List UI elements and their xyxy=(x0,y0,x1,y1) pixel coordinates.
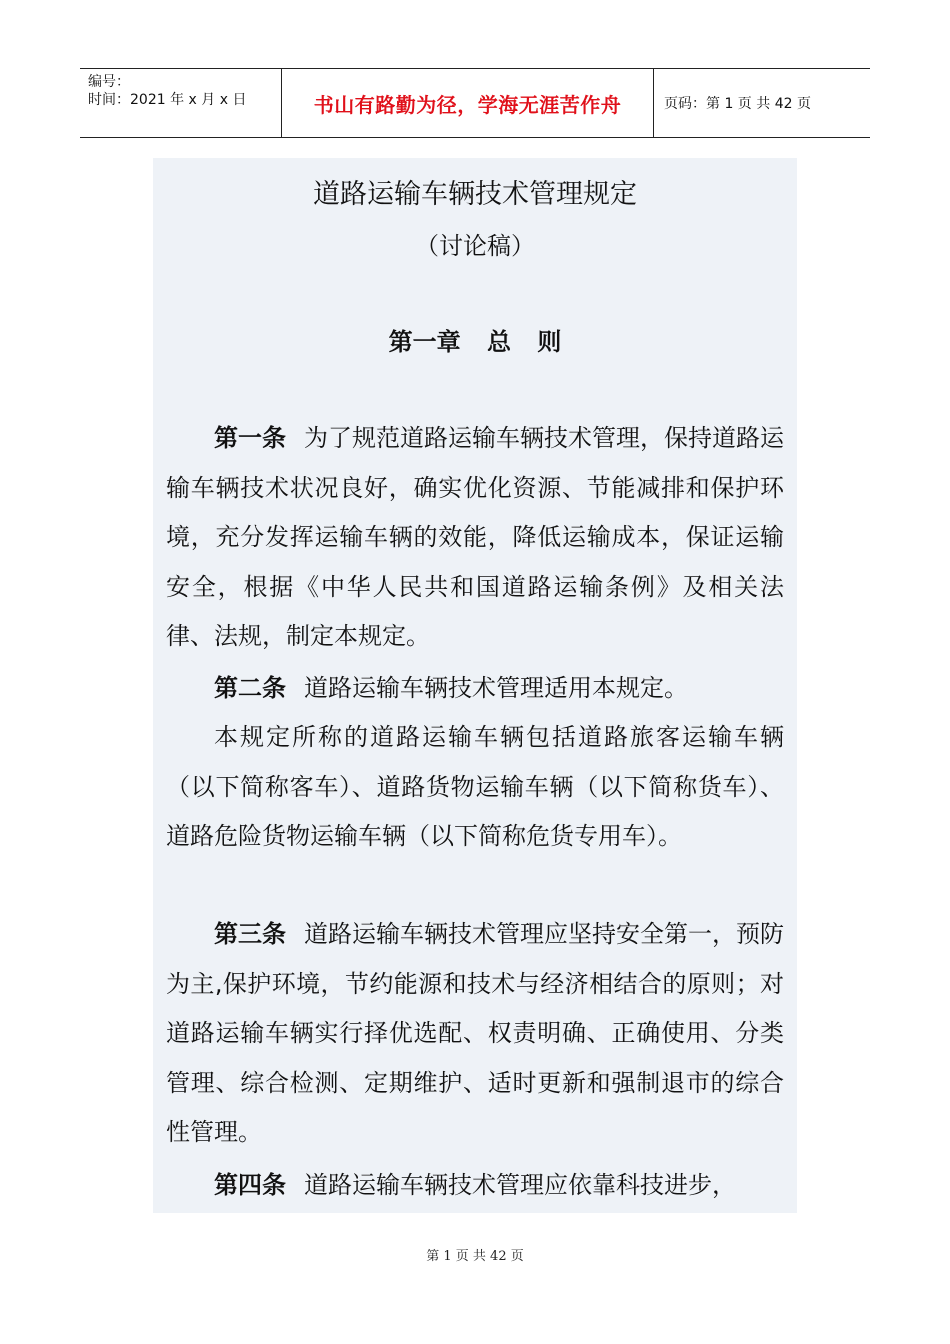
document-subtitle: （讨论稿） xyxy=(415,232,535,260)
page-info: 页码：第 1 页 共 42 页 xyxy=(664,96,811,112)
motto: 书山有路勤为径，学海无涯苦作舟 xyxy=(313,92,622,117)
document-title: 道路运输车辆技术管理规定 xyxy=(313,179,637,210)
paragraph-article-4 xyxy=(166,1161,784,1211)
article-label: 第二条 xyxy=(214,674,286,702)
header-page-cell xyxy=(654,69,870,137)
header-table xyxy=(80,68,870,138)
chapter-heading: 第一章 总 则 xyxy=(388,328,562,356)
paragraph-text: 道路运输车辆技术管理适用本规定。 xyxy=(304,674,688,702)
time-label: 时间：2021 年 x 月 x 日 xyxy=(88,92,247,108)
number-label: 编号： xyxy=(88,74,130,90)
paragraph-text: 本规定所称的道路运输车辆包括道路旅客运输车辆（以下简称客车）、道路货物运输车辆（以下简称货车）、道路危险货物运输车辆（以下简称危货专用车）。 xyxy=(166,723,784,850)
header-meta xyxy=(80,69,282,137)
paragraph-article-1 xyxy=(166,414,784,662)
article-label: 第四条 xyxy=(214,1171,286,1199)
paragraph-text: 道路运输车辆技术管理应依靠科技进步， xyxy=(304,1171,736,1199)
document-body xyxy=(153,158,797,1213)
article-label: 第三条 xyxy=(214,920,286,948)
paragraph-text: 为了规范道路运输车辆技术管理，保持道路运输车辆技术状况良好，确实优化资源、节能减排和保护环境，充分发挥运输车辆的效能，降低运输成本，保证运输安全，根据《中华人民共和国道路运输条例》及相关法律、法规，制定本规定。 xyxy=(166,424,784,650)
paragraph-article-3 xyxy=(166,910,784,1158)
paragraph-scope xyxy=(166,713,784,862)
paragraph-article-2 xyxy=(166,664,784,714)
page-footer: 第 1 页 共 42 页 xyxy=(426,1249,524,1264)
header-motto-cell xyxy=(282,69,654,137)
paragraph-text: 道路运输车辆技术管理应坚持安全第一，预防为主,保护环境，节约能源和技术与经济相结合的原则；对道路运输车辆实行择优选配、权责明确、正确使用、分类管理、综合检测、定期维护、适时更新和强制退市的综合性管理。 xyxy=(166,920,784,1146)
article-label: 第一条 xyxy=(214,424,286,452)
